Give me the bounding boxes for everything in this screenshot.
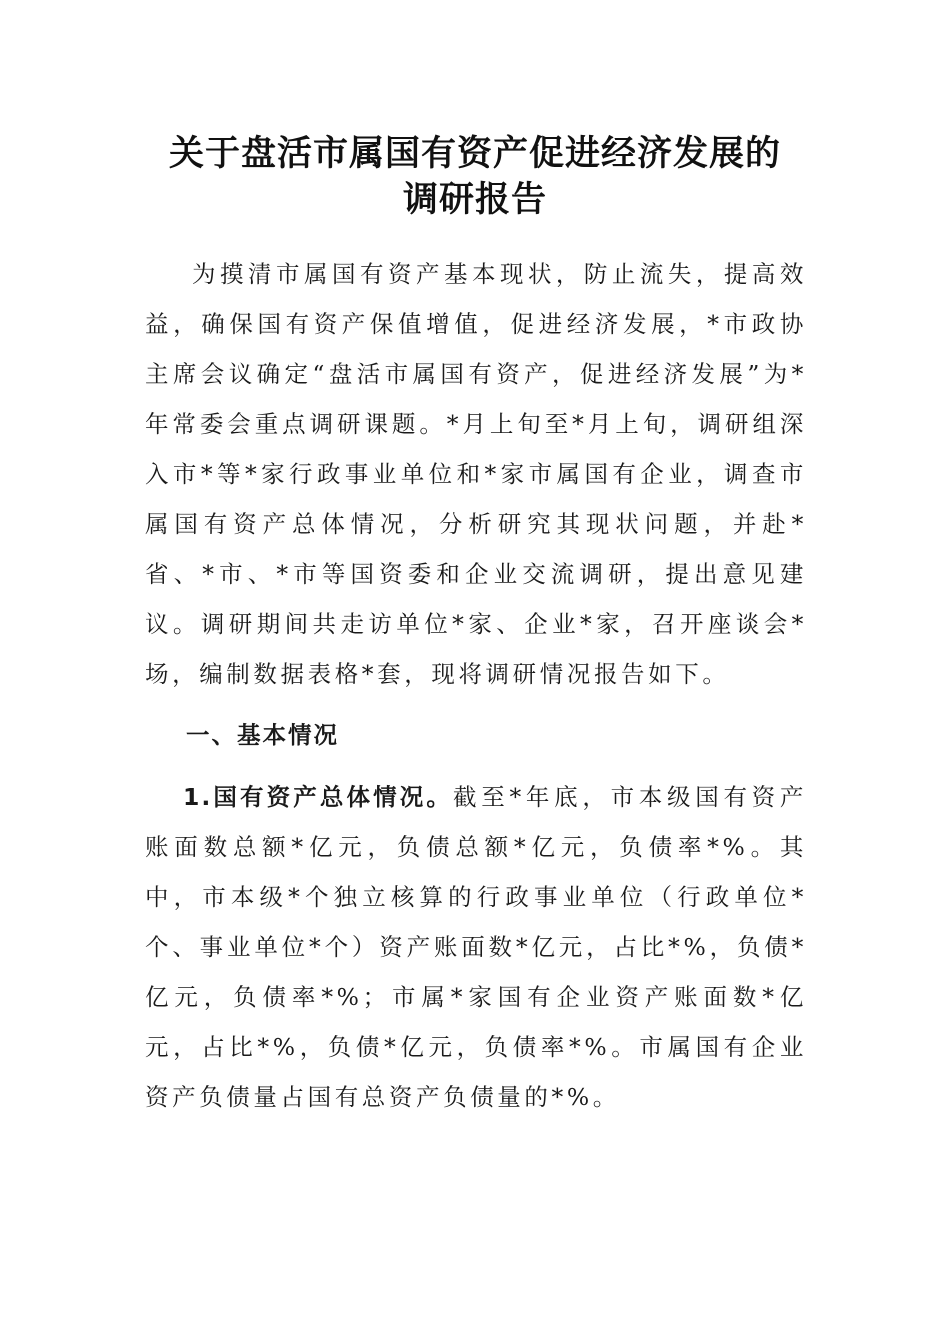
section-heading-basic-situation: 一、基本情况	[186, 721, 339, 749]
item-1-body-text: 截至*年底，市本级国有资产账面数总额*亿元，负债总额*亿元，负债率*%。其中，市本级*个独立核算的行政事业单位（行政单位*个、事业单位*个）资产账面数*亿元，占比*%，负债*亿元，负债率*%；市属*家国有企业资产账面数*亿元，占比*%，负债*亿元，负债率*%。市属国有企业资产负债量占国有总资产负债量的*%。	[145, 783, 807, 1111]
intro-paragraph: 为摸清市属国有资产基本现状，防止流失，提高效益，确保国有资产保值增值，促进经济发展，*市政协主席会议确定“盘活市属国有资产，促进经济发展”为*年常委会重点调研课题。*月上旬至*月上旬，调研组深入市*等*家行政事业单位和*家市属国有企业，调查市属国有资产总体情况，分析研究其现状问题，并赴*省、*市、*市等国资委和企业交流调研，提出意见建议。调研期间共走访单位*家、企业*家，召开座谈会*场，编制数据表格*套，现将调研情况报告如下。	[145, 260, 807, 688]
item-1-lead-title: 1.国有资产总体情况。	[183, 783, 453, 811]
document-title-line-2: 调研报告	[402, 179, 547, 220]
document-title-line-1: 关于盘活市属国有资产促进经济发展的	[168, 133, 781, 174]
item-1-paragraph	[145, 772, 807, 1122]
